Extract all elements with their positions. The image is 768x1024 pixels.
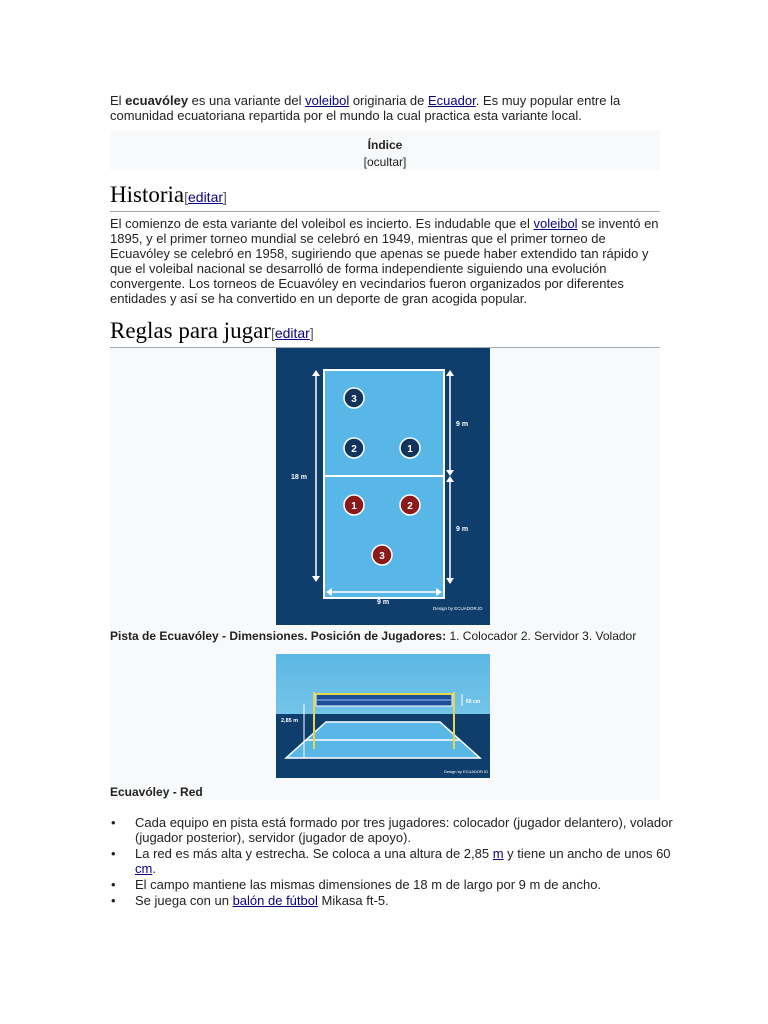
design-credit: Design by ECUADOR.ID — [444, 769, 489, 774]
label-60cm: 60 cm — [466, 699, 481, 705]
intro-paragraph — [110, 93, 660, 123]
list-item — [135, 846, 685, 876]
historia-text: El comienzo de esta variante del voleibol es incierto. Es indudable que el — [110, 216, 534, 231]
list-item — [135, 877, 685, 892]
historia-paragraph — [110, 216, 660, 306]
player-number: 3 — [351, 394, 357, 405]
player-number: 2 — [351, 444, 357, 455]
link-voleibol[interactable]: voleibol — [305, 93, 350, 108]
label-18m: 18 m — [291, 474, 307, 481]
net-figure — [110, 650, 660, 800]
rule-text: Mikasa ft-5. — [317, 893, 389, 908]
link-metro[interactable]: m — [492, 846, 504, 861]
court-caption — [110, 629, 636, 643]
rules-list — [110, 815, 685, 909]
rule-text: La red es más alta y estrecha. Se coloca a una altura de 2,85 — [135, 846, 493, 861]
edit-bracket: ] — [223, 189, 227, 205]
edit-bracket: [ — [270, 325, 275, 341]
design-credit: Design by ECUADOR.ID — [433, 606, 483, 611]
intro-text: . Es muy popular entre la comunidad ecuatoriana repartida por el mundo la cual practica esta variante local. — [110, 93, 621, 123]
player-number: 2 — [407, 501, 413, 512]
edit-link[interactable]: editar — [188, 189, 224, 205]
caption-bold: Pista de Ecuavóley - Dimensiones. Posición de Jugadores: — [110, 629, 447, 643]
intro-text: originaria de — [349, 93, 428, 108]
label-2-85m: 2,85 m — [281, 718, 299, 724]
rule-text: Cada equipo en pista está formado por tres jugadores: colocador (jugador delantero), volador (jugador posterior), servidor (jugador de apoyo). — [135, 815, 673, 845]
edit-bracket: [ — [184, 189, 188, 205]
player-number: 3 — [379, 551, 385, 562]
link-balon-futbol[interactable]: balón de fútbol — [232, 893, 318, 908]
intro-text: El — [110, 93, 126, 108]
list-item — [135, 893, 685, 908]
edit-link[interactable]: editar — [274, 325, 310, 341]
rule-text: . — [152, 861, 156, 876]
edit-bracket: ] — [309, 325, 314, 341]
toc-toggle[interactable]: [ocultar] — [363, 155, 407, 169]
edit-section-link — [184, 189, 227, 205]
intro-text: es una variante del — [188, 93, 306, 108]
section-heading-reglas — [110, 318, 660, 348]
toc-title: Índice — [367, 138, 403, 152]
table-of-contents — [110, 130, 660, 170]
historia-text: se inventó en 1895, y el primer torneo mundial se celebró en 1949, mientras que el primer torneo de Ecuavóley se celebró en 1958, sugiriendo que apenas se puede haber extendido tan rápido y que el voleibal nacional se desarrolló de forma independiente siguiendo una evolución convergente. Los torneos de Ecuavóley en vecindarios fueron organizados por diferentes entidades y así se ha convertido en un deporte de gran acogida popular. — [110, 216, 659, 306]
net-caption: Ecuavóley - Red — [110, 785, 203, 799]
heading-title: Reglas para jugar — [110, 318, 271, 343]
edit-section-link — [271, 325, 314, 341]
rule-text: Se juega con un — [135, 893, 233, 908]
label-9m-bottom: 9 m — [456, 526, 469, 533]
rule-text: y tiene un ancho de unos 60 — [503, 846, 671, 861]
court-diagram[interactable] — [276, 348, 490, 625]
court-figure — [110, 348, 660, 650]
link-centimetro[interactable]: cm — [135, 861, 153, 876]
label-9m-width: 9 m — [377, 599, 390, 606]
label-9m-top: 9 m — [456, 421, 469, 428]
net-diagram[interactable] — [276, 654, 490, 778]
link-ecuador[interactable]: Ecuador — [428, 93, 476, 108]
heading-title: Historia — [110, 182, 185, 207]
section-heading-historia — [110, 182, 660, 212]
list-item — [135, 815, 685, 845]
player-number: 1 — [407, 444, 413, 455]
caption-text: 1. Colocador 2. Servidor 3. Volador — [446, 629, 637, 643]
rule-text: El campo mantiene las mismas dimensiones de 18 m de largo por 9 m de ancho. — [135, 877, 602, 892]
player-number: 1 — [351, 501, 357, 512]
link-voleibol[interactable]: voleibol — [533, 216, 578, 231]
intro-bold-term: ecuavóley — [125, 93, 189, 108]
